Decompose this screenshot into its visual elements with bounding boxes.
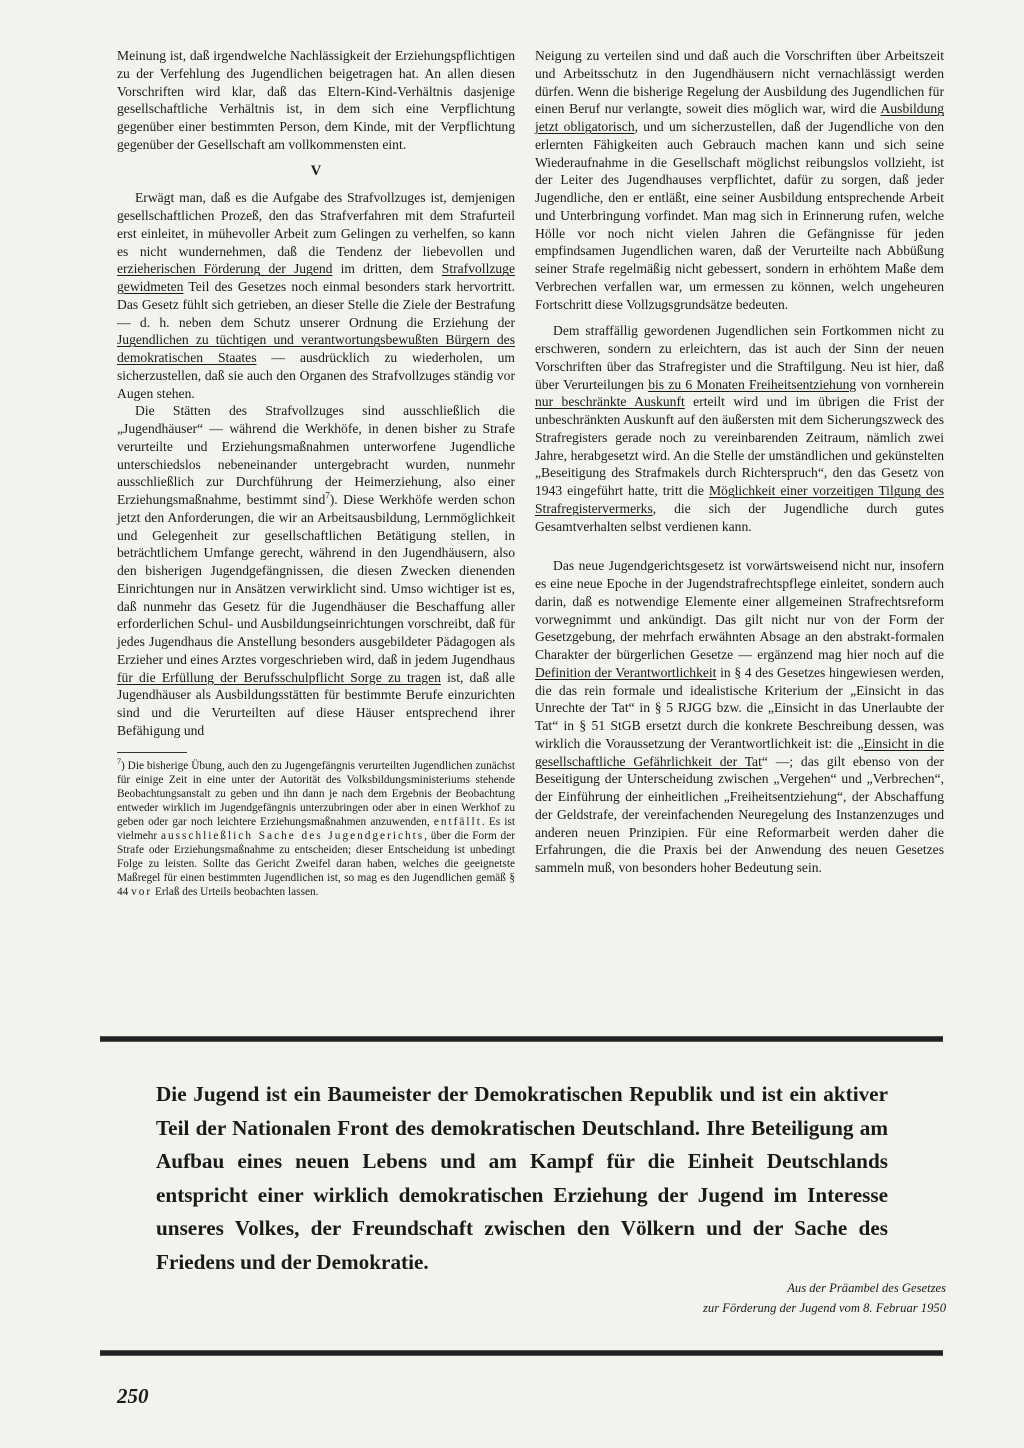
text-run: , die sich der Jugendliche durch gutes Gesamtverhalten selbst verdienen kann. [535,500,944,534]
preamble-source [560,1278,946,1318]
footnote-divider [117,752,187,753]
footnote-reference: 7 [325,490,330,501]
spaced-emphasis: vor [131,886,153,899]
text-run: , über die Form der Strafe oder Erziehungsmaßnahme zu entscheiden; dieser Entscheidung ist unbedingt Folge zu leisten. Sollte das Gericht Zweifel daran haben, welches die geeignetste Maßregel für einen bestimmten Jugendlichen ist, so mag es den Jugendlichen gemäß § 44 [117,829,515,899]
section-heading: V [310,162,322,179]
text-run: Erwägt man, daß es die Aufgabe des Strafvollzuges ist, demjenigen gesellschaftlichen Prozeß, den das Strafverfahren mit dem Strafurteil erst einleitet, in mühevoller Arbeit zum Gelingen zu verhelfen, so kann es nicht wundernehmen, daß die Tendenz der liebevollen und [117,190,515,259]
left-column [117,47,515,899]
text-run: Teil des Gesetzes noch einmal besonders stark hervortritt. Das Gesetz fühlt sich getrieben, an dieser Stelle die Ziele der Bestrafung — d. h. neben dem Schutz unserer Ordnung die Erziehung der [117,279,515,330]
underlined-phrase: Strafvollzuge gewidmeten [117,261,516,294]
text-run: Das neue Jugendgerichtsgesetz ist vorwärtsweisend nicht nur, insofern es eine neue Epoche in der Jugendstrafrechtspflege einleitet, sondern auch darin, daß es notwendige Elemente einer allgemeinen Strafrechtsreform vorwegnimmt und ankündigt. Das gilt nicht nur von der Form der Gesetzgebung, der mehrfach erwähnten Absage an den abstrakt-formalen Charakter der bürgerlichen Gesetze — ergänzend mag hier noch auf die [535,558,944,662]
underlined-phrase: erzieherischen Förderung der Jugend [117,261,333,277]
spaced-emphasis: entfällt [433,815,482,828]
text-run: Die Stätten des Strafvollzuges sind ausschließlich die „Jugendhäuser“ — während die Werkhöfe, in denen bisher zu Strafe verurteilte und Erziehungsmaßnahmen unterworfene Jugendliche unterschiedslos nebeneinander untergebracht wurden, nunmehr ausschließlich zur Durchführung der Heimerziehung, also einer Erziehungsmaßnahme, bestimmt sind [117,403,515,507]
underlined-phrase: nur beschränkte Auskunft [535,394,685,410]
paragraph-strafvollzug [117,189,515,402]
text-run: in § 4 des Gesetzes hingewiesen werden, die das rein formale und idealistische Kriterium der „Einsicht in das Unrechte der Tat“ in § 5 RJGG bzw. die „Einsicht in das Unerlaubte der Tat“ in § 51 StGB ersetzt durch die konkrete Beschreibung dessen, was wirklich die Voraussetzung der Verantwortlichkeit ist: die „ [535,664,944,751]
text-run: . Es ist vielmehr [117,815,515,842]
underlined-phrase: Jugendlichen zu tüchtigen und verantwortungsbewußten Bürgern des demokratischen Staates [117,332,515,365]
text-run: Erlaß des Urteils beobachten lassen. [152,886,319,899]
paragraph-jugendhaeuser [117,402,515,739]
right-column [535,47,944,877]
text-run: erteilt wird und im übrigen die Frist der unbeschränkten Auskunft auf den äußersten mit dem Sicherungszweck des Strafregisters gerade noch zu vereinbarenden Zeitraum, nämlich zwei Jahre, herabgesetzt wird. An die Stelle der umständlichen und gekünstelten „Beseitigung des Strafmakels durch Richterspruch“, den das Gesetz von 1943 eingeführt hatte, tritt die [535,394,944,498]
text-run: Dem straffällig gewordenen Jugendlichen sein Fortkommen nicht zu erschweren, sondern zu erleichtern, das ist auch der Sinn der neuen Vorschriften über das Strafregister und die Straftilgung. Neu ist hier, daß über Verurteilungen [535,323,944,392]
source-line-1: Aus der Präambel des Gesetzes [787,1281,946,1295]
text-run: — ausdrücklich zu wiederholen, um sicherzustellen, daß sie auch den Organen des Strafvollzuges ständig vor Augen stehen. [117,350,515,401]
paragraph-strafregister [535,322,944,535]
footnote-7 [117,756,515,900]
divider-rule-bottom [100,1350,943,1356]
text-run: , und um sicherzustellen, daß der Jugendliche von den erlernten Fähigkeiten auch Gebrauch machen kann und sich seine Wiederaufnahme in die Gesellschaft möglichst reibungslos vollzieht, ist der Leiter des Jugendhauses verpflichtet, dafür zu sorgen, daß jeder Jugendliche, den er entläßt, eine seiner Ausbildung entsprechende Arbeit und Unterbringung vorfindet. Man mag sich in Erinnerung rufen, welche Hölle vor noch nicht vielen Jahren die Gefängnisse für jeden empfindsamen Jugendlichen waren, daß der Verurteilte nach Abbüßung seiner Strafe regelmäßig nicht gebessert, sondern in erhöhtem Maße dem Verbrechen verfallen war, um ermessen zu können, welch ungeheuren Fortschritt diese Vollzugsgrundsätze bedeuten. [535,119,944,312]
text-run: Neigung zu verteilen sind und daß auch die Vorschriften über Arbeitszeit und Arbeitsschutz in den Jugendhäusern nicht vernachlässigt werden dürfen. Wenn die bisherige Regelung der Ausbildung des Jugendlichen für einen Beruf nur verlangte, soweit dies möglich war, wird die [535,48,944,117]
underlined-phrase: Einsicht in die gesellschaftliche Gefährlichkeit der Tat [535,735,944,769]
text-run: ist, daß alle Jugendhäuser als Ausbildungsstätten für bestimmte Berufe einzurichten sind und die Verurteilten auf diese Häuser entsprechend ihrer Befähigung und [117,669,515,738]
page-number: 250 [117,1384,149,1408]
footnote-marker: 7 [117,756,121,766]
spaced-emphasis: ausschließlich Sache des Jugendgerichts [160,829,425,842]
underlined-phrase: Möglichkeit einer vorzeitigen Tilgung des Strafregistervermerks [535,483,944,516]
text-run: im dritten, dem [332,261,442,277]
text-run: “ —; das gilt ebenso von der Beseitigung der Unterscheidung zwischen „Vergehen“ und „Verbrechen“, der Einführung der einheitlichen „Freiheitsentziehung“, der Abschaffung der Geldstrafe, der vereinfachenden Neuregelung des Instanzenzuges und anderen neuen Prinzipien. Für eine Reformarbeit werden daher die Erfahrungen, die die Praxis bei der Anwendung des neuen Gesetzes sammeln muß, von besonders hoher Bedeutung sein. [535,753,944,875]
underlined-phrase: Ausbildung jetzt obligatorisch [535,101,944,134]
divider-rule-top [100,1036,943,1042]
preamble-quote: Die Jugend ist ein Baumeister der Demokratischen Republik und ist ein aktiver Teil der Nationalen Front des demokratischen Deutschland. Ihre Beteiligung am Aufbau eines neuen Lebens und am Kampf für die Einheit Deutschlands entspricht einer wirklich demokratischen Erziehung der Jugend im Interesse unseres Volkes, der Freundschaft zwischen den Völkern und der Sache des Friedens und der Demokratie. [156,1082,888,1274]
underlined-phrase: für die Erfüllung der Berufsschulpflicht Sorge zu tragen [117,669,441,685]
text-run: ). Diese Werkhöfe werden schon jetzt den Anforderungen, die wir an Arbeitsausbildung, Lernmöglichkeit und Gelegenheit zur gesellschaftlichen Betätigung stellen, in beträchtlichem Umfange gerecht, während in den Jugendhäusern, also den bisherigen Jugendgefängnissen, die diesen Zwecken dienenden Einrichtungen nur in Ansätzen verwirklicht sind. Umso wichtiger ist es, daß nunmehr das Gesetz für die Jugendhäuser die Beschaffung aller erforderlichen Schul- und Ausbildungseinrichtungen vorschreibt, daß für jedes Jugendhaus die Anstellung besonders ausgebildeter Pädagogen als Erzieher und eines Arztes vorgeschrieben wird, daß in jedem Jugendhaus [117,492,515,667]
paragraph-reform [535,557,944,877]
text-run: ) Die bisherige Übung, auch den zu Jugengefängnis verurteilten Jugendlichen zunächst für einige Zeit in eine unter der Autorität des Volksbildungsministeriums stehende Beobachtungsanstalt zu geben und ihn dann je nach dem Ergebnis der Beobachtung entweder wirklich im Jugendgefängnis unterzubringen oder aber in einen Werkhof zu geben oder gar noch leichtere Erziehungsmaßnahmen anzuwenden, [117,759,515,828]
underlined-phrase: bis zu 6 Monaten Freiheitsentziehung [648,376,857,392]
underlined-phrase: Definition der Verantwortlichkeit [535,664,717,680]
paragraph-continuation: Meinung ist, daß irgendwelche Nachlässigkeit der Erziehungspflichtigen zu der Verfehlung des Jugendlichen beigetragen hat. An allen diesen Vorschriften wird klar, daß das Eltern-Kind-Verhältnis dasjenige gesellschaftliche Verhältnis ist, in dem sich eine Verpflichtung gegenüber einer bestimmten Person, dem Kinde, mit der Verpflichtung gegenüber der Gesellschaft am vollkommensten eint. [117,48,515,152]
source-line-2: zur Förderung der Jugend vom 8. Februar 1950 [703,1301,946,1315]
paragraph-ausbildung [535,47,944,313]
text-run: von vornherein [856,376,944,392]
